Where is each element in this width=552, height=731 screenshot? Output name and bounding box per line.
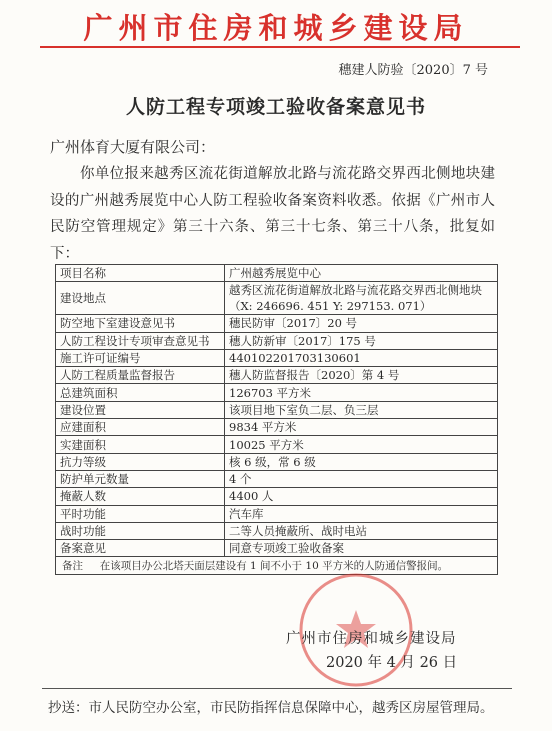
row-label: 建设位置	[56, 401, 225, 418]
letterhead-divider	[40, 46, 520, 48]
table-row	[56, 522, 498, 539]
row-value: 4400 人	[225, 488, 498, 505]
table-row	[56, 419, 498, 436]
table-row	[56, 282, 498, 315]
row-label: 抗力等级	[56, 453, 225, 470]
row-label: 备案意见	[56, 540, 225, 557]
row-label: 人防工程设计专项审查意见书	[56, 332, 225, 349]
row-value: 9834 平方米	[225, 419, 498, 436]
row-label: 掩蔽人数	[56, 488, 225, 505]
table-row	[56, 540, 498, 557]
table-row	[56, 384, 498, 401]
row-value: 二等人员掩蔽所、战时电站	[225, 522, 498, 539]
row-value: 10025 平方米	[225, 436, 498, 453]
row-label: 平时功能	[56, 505, 225, 522]
row-label: 实建面积	[56, 436, 225, 453]
note-cell	[56, 557, 498, 574]
row-value	[225, 282, 498, 315]
row-value-line1: 越秀区流花街道解放北路与流花路交界西北侧地块	[229, 283, 482, 298]
table-row	[56, 349, 498, 366]
info-table	[55, 264, 498, 575]
body-paragraph: 你单位报来越秀区流花街道解放北路与流花路交界西北侧地块建设的广州越秀展览中心人防工程验收备案资料收悉。依据《广州市人民防空管理规定》第三十六条、第三十七条、第三十八条，批复如下：	[50, 166, 495, 262]
table-row	[56, 265, 498, 282]
row-value: 穗人防监督报告〔2020〕第 4 号	[225, 367, 498, 384]
row-label: 施工许可证编号	[56, 349, 225, 366]
table-row	[56, 332, 498, 349]
row-value: 穗人防新审〔2017〕175 号	[225, 332, 498, 349]
signature-date: 2020 年 4 月 26 日	[326, 655, 458, 671]
table-row	[56, 488, 498, 505]
addressee: 广州体育大厦有限公司：	[50, 138, 216, 156]
row-value: 440102201703130601	[225, 349, 498, 366]
agency-letterhead: 广州市住房和城乡建设局	[83, 11, 469, 45]
row-value: 同意专项竣工验收备案	[225, 540, 498, 557]
table-row	[56, 315, 498, 332]
row-value: 核 6 级，常 6 级	[225, 453, 498, 470]
row-value: 穗民防审〔2017〕20 号	[225, 315, 498, 332]
table-row-note	[56, 557, 498, 574]
row-value: 汽车库	[225, 505, 498, 522]
document-title: 人防工程专项竣工验收备案意见书	[125, 96, 426, 118]
row-value-line2: （X: 246696. 451 Y: 297153. 071）	[229, 299, 432, 314]
row-value: 126703 平方米	[225, 384, 498, 401]
row-label: 建设地点	[56, 282, 225, 315]
note-text: 在该项目办公北塔天面层建设有 1 间不小于 10 平方米的人防通信警报间。	[99, 559, 449, 572]
row-label: 应建面积	[56, 419, 225, 436]
table-row	[56, 401, 498, 418]
row-label: 人防工程质量监督报告	[56, 367, 225, 384]
row-label: 防空地下室建设意见书	[56, 315, 225, 332]
row-label: 项目名称	[56, 265, 225, 282]
table-row	[56, 470, 498, 487]
row-label: 战时功能	[56, 522, 225, 539]
row-label: 总建筑面积	[56, 384, 225, 401]
table-row	[56, 505, 498, 522]
signature-org: 广州市住房和城乡建设局	[286, 631, 457, 647]
table-row	[56, 436, 498, 453]
row-value: 4 个	[225, 470, 498, 487]
table-row	[56, 367, 498, 384]
row-value: 广州越秀展览中心	[225, 265, 498, 282]
row-value: 该项目地下室负二层、负三层	[225, 401, 498, 418]
row-label: 防护单元数量	[56, 470, 225, 487]
table-row	[56, 453, 498, 470]
footer-divider	[42, 688, 512, 689]
note-label: 备注	[62, 559, 83, 572]
cc-line: 抄送：市人民防空办公室，市民防指挥信息保障中心，越秀区房屋管理局。	[48, 700, 494, 716]
document-number: 穗建人防验〔2020〕7 号	[338, 63, 488, 78]
